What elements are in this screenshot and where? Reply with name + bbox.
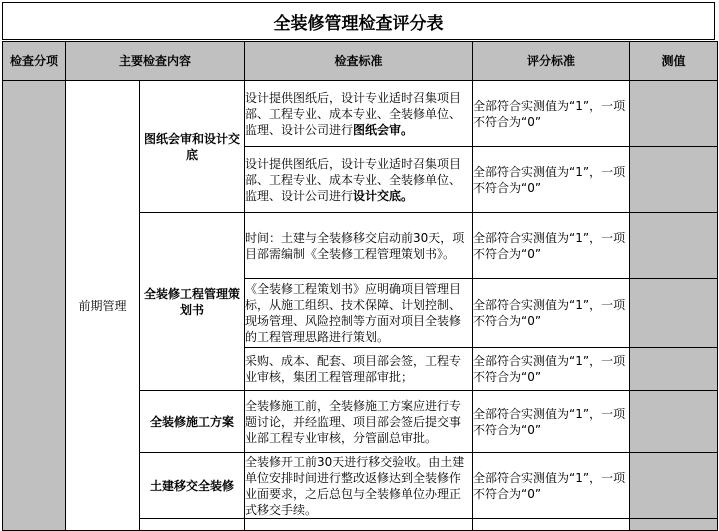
inspection-table	[2, 41, 718, 531]
standard-cell: 《全装修工程策划书》应明确项目管理目标，从施工组织、技术保障、计划控制、现场管理、风险控制等方面对项目全装修的工程管理思路进行策划。	[245, 279, 473, 348]
standard-cell: 设计提供图纸后，设计专业适时召集项目部、工程专业、成本专业、全装修单位、监理、设计公司进行设计交底。	[245, 147, 473, 213]
scoring-cell: 全部符合实测值为“1”，一项不符合为“0”	[473, 279, 630, 348]
scoring-cell: 全部符合实测值为“1”，一项不符合为“0”	[473, 453, 630, 519]
measured-input[interactable]	[630, 147, 718, 213]
stage-cell: 前期管理	[66, 81, 140, 531]
scoring-cell: 全部符合实测值为“1”，一项不符合为“0”	[473, 348, 630, 391]
standard-cell: 时间：土建与全装修移交启动前30天，项目部需编制《全装修工程管理策划书》。	[245, 213, 473, 279]
header-row	[3, 42, 718, 81]
category-cell	[3, 81, 66, 531]
measured-input[interactable]	[630, 213, 718, 279]
header-scoring: 评分标准	[473, 42, 630, 81]
measured-input[interactable]	[630, 453, 718, 519]
table-row	[3, 81, 718, 147]
scoring-cell: 全部符合实测值为“1”，一项不符合为“0”	[473, 81, 630, 147]
standard-cell: 设计提供图纸后，设计专业适时召集项目部、工程专业、成本专业、全装修单位、监理、设计公司进行图纸会审。	[245, 81, 473, 147]
standard-cell: 全装修开工前30天进行移交验收。由土建单位安排时间进行整改返修达到全装修作业面要求，之后总包与全装修单位办理正式移交手续。	[245, 453, 473, 519]
measured-input[interactable]	[630, 348, 718, 391]
header-measured: 测值	[630, 42, 718, 81]
scoring-cell: 全部符合实测值为“1”，一项不符合为“0”	[473, 147, 630, 213]
scoring-cell	[473, 519, 630, 531]
scoring-cell: 全部符合实测值为“1”，一项不符合为“0”	[473, 391, 630, 453]
standard-cell	[245, 519, 473, 531]
item-drawing-review: 图纸会审和设计交底	[140, 81, 245, 213]
measured-input[interactable]	[630, 81, 718, 147]
scoring-cell: 全部符合实测值为“1”，一项不符合为“0”	[473, 213, 630, 279]
measured-input[interactable]	[630, 391, 718, 453]
item-continued	[140, 519, 245, 531]
header-content: 主要检查内容	[66, 42, 245, 81]
item-construction-plan: 全装修施工方案	[140, 391, 245, 453]
standard-cell: 全装修施工前，全装修施工方案应进行专题讨论，并经监理、项目部会签后提交事业部工程专业审核，分管副总审批。	[245, 391, 473, 453]
item-planning: 全装修工程管理策划书	[140, 213, 245, 391]
measured-input[interactable]	[630, 279, 718, 348]
header-category: 检查分项	[3, 42, 66, 81]
sheet-title: 全装修管理检查评分表	[2, 2, 715, 40]
header-standard: 检查标准	[245, 42, 473, 81]
measured-input[interactable]	[630, 519, 718, 531]
item-handover: 土建移交全装修	[140, 453, 245, 519]
standard-cell: 采购、成本、配套、项目部会签，工程专业审核，集团工程管理部审批；	[245, 348, 473, 391]
